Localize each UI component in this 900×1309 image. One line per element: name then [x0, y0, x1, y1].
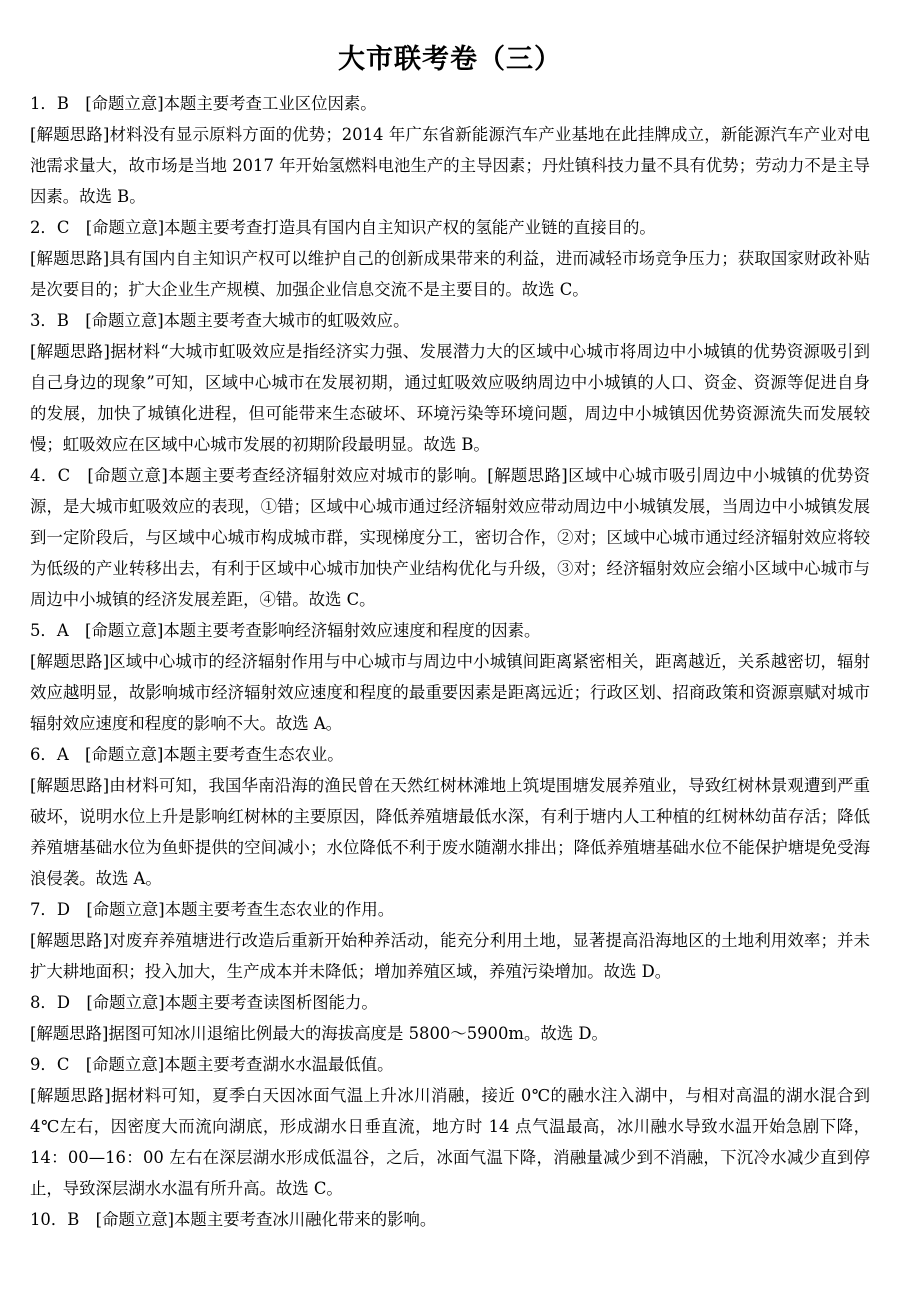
answer-8-intent: 8．D [命题立意]本题主要考查读图析图能力。 — [30, 993, 378, 1012]
answer-3-intent: 3．B [命题立意]本题主要考查大城市的虹吸效应。 — [30, 311, 410, 330]
answer-4: 4．C [命题立意]本题主要考查经济辐射效应对城市的影响。[解题思路]区域中心城市吸引周边中小城镇的优势资源，是大城市虹吸效应的表现，①错；区域中心城市通过经济辐射效应带动周边中小城镇发展，当周边中小城镇发展到一定阶段后，与区域中心城市构成城市群，实现梯度分工，密切合作，②对；区域中心城市通过经济辐射效应将较为低级的产业转移出去，有利于区域中心城市加快产业结构优化与升级，③对；经济辐射效应会缩小区域中心城市与周边中小城镇的经济发展差距，④错。故选 C。 — [30, 466, 870, 609]
answer-2-reasoning: [解题思路]具有国内自主知识产权可以维护自己的创新成果带来的利益，进而减轻市场竞争压力；获取国家财政补贴是次要目的；扩大企业生产规模、加强企业信息交流不是主要目的。故选 C。 — [30, 249, 870, 299]
answer-9-intent: 9．C [命题立意]本题主要考查湖水水温最低值。 — [30, 1055, 394, 1074]
answer-2-intent: 2．C [命题立意]本题主要考查打造具有国内自主知识产权的氢能产业链的直接目的。 — [30, 218, 656, 237]
answer-8-reasoning: [解题思路]据图可知冰川退缩比例最大的海拔高度是 5800～5900m。故选 D。 — [30, 1024, 608, 1043]
document-title: 大市联考卷（三） — [338, 44, 562, 75]
answer-7-reasoning: [解题思路]对废弃养殖塘进行改造后重新开始种养活动，能充分利用土地，显著提高沿海地区的土地利用效率；并未扩大耕地面积；投入加大，生产成本并未降低；增加养殖区域，养殖污染增加。故选 D。 — [30, 931, 870, 981]
answer-6-intent: 6．A [命题立意]本题主要考查生态农业。 — [30, 745, 344, 764]
answer-5-intent: 5．A [命题立意]本题主要考查影响经济辐射效应速度和程度的因素。 — [30, 621, 541, 640]
answer-9-reasoning: [解题思路]据材料可知，夏季白天因冰面气温上升冰川消融，接近 0℃的融水注入湖中，与相对高温的湖水混合到 4℃左右，因密度大而流向湖底，形成湖水日垂直流，地方时 14 点气温最高，冰川融水导致水温开始急剧下降，14：00—16：00 左右在深层湖水形成低温谷，之后，冰面气温下降，消融量减少到不消融，下沉冷水减少直到停止，导致深层湖水水温有所升高。故选 C。 — [30, 1086, 870, 1198]
answer-1-reasoning: [解题思路]材料没有显示原料方面的优势；2014 年广东省新能源汽车产业基地在此挂牌成立，新能源汽车产业对电池需求量大，故市场是当地 2017 年开始氢燃料电池生产的主导因素；丹灶镇科技力量不具有优势；劳动力不是主导因素。故选 B。 — [30, 125, 870, 206]
answer-1-intent: 1．B [命题立意]本题主要考查工业区位因素。 — [30, 94, 377, 113]
answer-body — [30, 88, 870, 1235]
answer-7-intent: 7．D [命题立意]本题主要考查生态农业的作用。 — [30, 900, 395, 919]
answer-3-reasoning: [解题思路]据材料“大城市虹吸效应是指经济实力强、发展潜力大的区域中心城市将周边中小城镇的优势资源吸引到自己身边的现象”可知，区域中心城市在发展初期，通过虹吸效应吸纳周边中小城镇的人口、资金、资源等促进自身的发展，加快了城镇化进程，但可能带来生态破坏、环境污染等环境问题，周边中小城镇因优势资源流失而发展较慢；虹吸效应在区域中心城市发展的初期阶段最明显。故选 B。 — [30, 342, 870, 454]
answer-6-reasoning: [解题思路]由材料可知，我国华南沿海的渔民曾在天然红树林滩地上筑堤围塘发展养殖业，导致红树林景观遭到严重破坏，说明水位上升是影响红树林的主要原因，降低养殖塘最低水深，有利于塘内人工种植的红树林幼苗存活；降低养殖塘基础水位为鱼虾提供的空间减小；水位降低不利于废水随潮水排出；降低养殖塘基础水位不能保护塘堤免受海浪侵袭。故选 A。 — [30, 776, 870, 888]
answer-5-reasoning: [解题思路]区域中心城市的经济辐射作用与中心城市与周边中小城镇间距离紧密相关，距离越近，关系越密切，辐射效应越明显，故影响城市经济辐射效应速度和程度的最重要因素是距离远近；行政区划、招商政策和资源禀赋对城市辐射效应速度和程度的影响不大。故选 A。 — [30, 652, 870, 733]
answer-10-intent: 10．B [命题立意]本题主要考查冰川融化带来的影响。 — [30, 1210, 437, 1229]
